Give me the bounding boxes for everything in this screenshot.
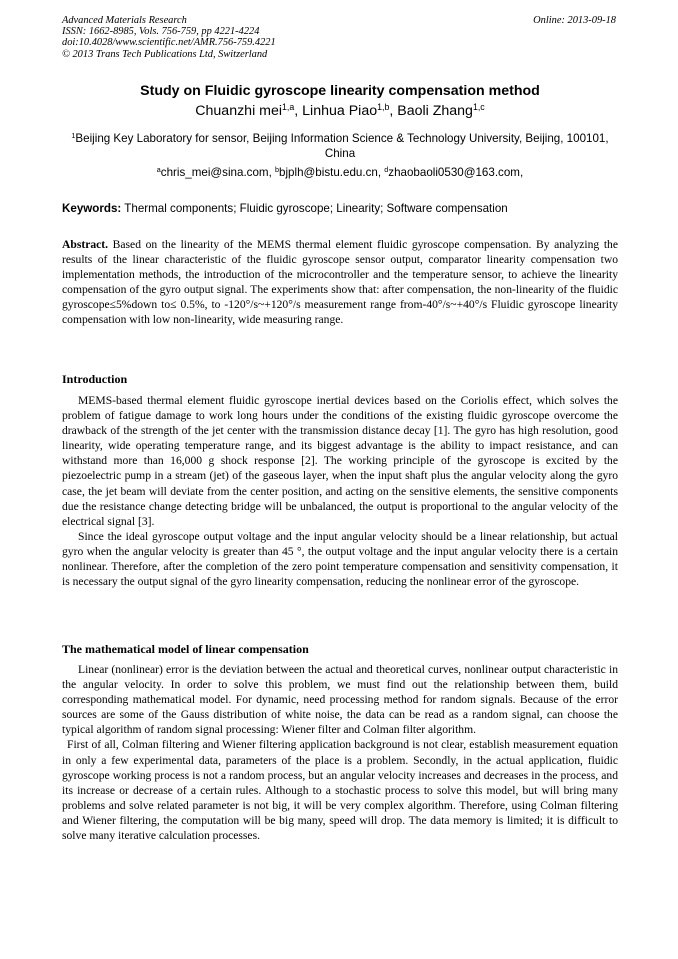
model-body [62, 662, 618, 843]
keywords-label: Keywords: [62, 202, 122, 215]
author-superscript: 1,b [377, 102, 390, 113]
affiliation [62, 131, 618, 161]
keywords [62, 202, 618, 215]
keywords-text: Thermal components; Fluidic gyroscope; Linearity; Software compensation [121, 202, 508, 215]
paragraph: First of all, Colman filtering and Wiener filtering application background is not clear, establish measurement equation in only a few experimental data, parameters of the place is a problem. Secondly, in the actual application, fluidic gyroscope working process is not a random process, but an angular velocity increases and decreases in the process, and its increase or decrease of a certain rules. Although to a stochastic process to solve this model, but will bring many problems and solve related parameter is not big, it will be very complex algorithm. Therefore, using Colman filtering and Wiener filtering, the computation will be big many, speed will drop. The data memory is limited; it is difficult to solve many iterative calculation processes. [62, 738, 618, 843]
author-emails: $^a$chris_mei@sina.com, $^b$bjplh@bistu.edu.cn, $^d$zhaobaoli0530@163.com, [156, 165, 524, 179]
author-superscript: 1,a [282, 102, 295, 113]
paragraph: MEMS-based thermal element fluidic gyroscope inertial devices based on the Coriolis effect, which solves the problem of fatigue damage to work long hours under the conditions of the existing fluidic gyroscope overcome the drawback of the strength of the jet center with the transmission distance decay [1]. The gyro has high resolution, good linearity, wide operating temperature range, and its biggest advantage is the ability to impact resistance, and can withstand more than 16,000 g shock response [2]. The working principle of the gyroscope is excited by the piezoelectric pump in a stream (jet) of the gaseous layer, when the input shaft plus the angular velocity along the gyro case, the jet beam will deviate from the center position, and acting on the sensitive elements, the sensitive components due the resistance change detecting bridge will be unbalanced, the output is proportional to the angular velocity of the electrical signal [3]. [62, 394, 618, 528]
copyright-line: © 2013 Trans Tech Publications Ltd, Switzerland [62, 48, 268, 60]
author-superscript: 1,c [472, 102, 485, 113]
journal-name: Advanced Materials Research [62, 15, 187, 26]
email-address: bjplh@bistu.edu.cn [279, 166, 378, 179]
affiliation-text: Beijing Key Laboratory for sensor, Beijing Information Science & Technology University, Beijing, 100101, China [75, 132, 609, 160]
paper-title: Study on Fluidic gyroscope linearity compensation method [140, 83, 540, 99]
online-date: Online: 2013-09-18 [533, 15, 616, 26]
affiliation-superscript: 1 [71, 131, 76, 141]
introduction-body [62, 393, 618, 589]
paragraph: Linear (nonlinear) error is the deviation between the actual and theoretical curves, nonlinear output characteristic in the angular velocity. In order to solve this problem, we must find out the relationship between them, build corresponding mathematical model. For dynamic, need processing method for random signals. Because of the error sources are some of the Gauss distribution of white noise, the data can be read as a random signal, can choose the typical algorithm of random signal processing: Wiener filter and Colman filter algorithm. [62, 663, 618, 737]
doi-line: doi:10.4028/www.scientific.net/AMR.756-759.4221 [62, 37, 276, 49]
paragraph: Since the ideal gyroscope output voltage and the input angular velocity should be a linear relationship, but actual gyro when the angular velocity is greater than 45 °, the output voltage and the input angular velocity there is a certain nonlinear. Therefore, after the completion of the zero point temperature compensation and sensitivity compensation, it is necessary the output signal of the gyro linearity compensation, reducing the nonlinear error of the gyroscope. [62, 529, 618, 589]
abstract [62, 237, 618, 328]
abstract-text: Based on the linearity of the MEMS thermal element fluidic gyroscope compensation. By analyzing the results of the linear characteristic of the fluidic gyroscope sensor output, comparator linearity compensation two implementation methods, the introduction of the microcontroller and the temperature sensor, to achieve the linearity compensation of the gyro output signal. The experiments show that: after compensation, the non-linearity of the fluidic gyroscope≤5%down to≤ 0.5%, to -120°/s~+120°/s measurement range from-40°/s~+40°/s Fluidic gyroscope linearity compensation with low non-linearity, wide measuring range. [62, 238, 618, 327]
email-address: chris_mei@sina.com [160, 166, 269, 179]
author-name: Baoli Zhang [397, 103, 473, 119]
section-heading-model: The mathematical model of linear compensation [62, 642, 309, 656]
abstract-label: Abstract. [62, 238, 109, 251]
section-heading-introduction: Introduction [62, 372, 128, 386]
email-address: zhaobaoli0530@163.com [388, 166, 520, 179]
author-name: Linhua Piao [302, 103, 378, 119]
issn-line: ISSN: 1662-8985, Vols. 756-759, pp 4221-4224 [62, 26, 260, 38]
journal-header [62, 15, 618, 60]
author-name: Chuanzhi mei [195, 103, 283, 119]
author-list: Chuanzhi mei$^{1,a}$, Linhua Piao$^{1,b}$, Baoli Zhang$^{1,c}$ [195, 102, 485, 119]
